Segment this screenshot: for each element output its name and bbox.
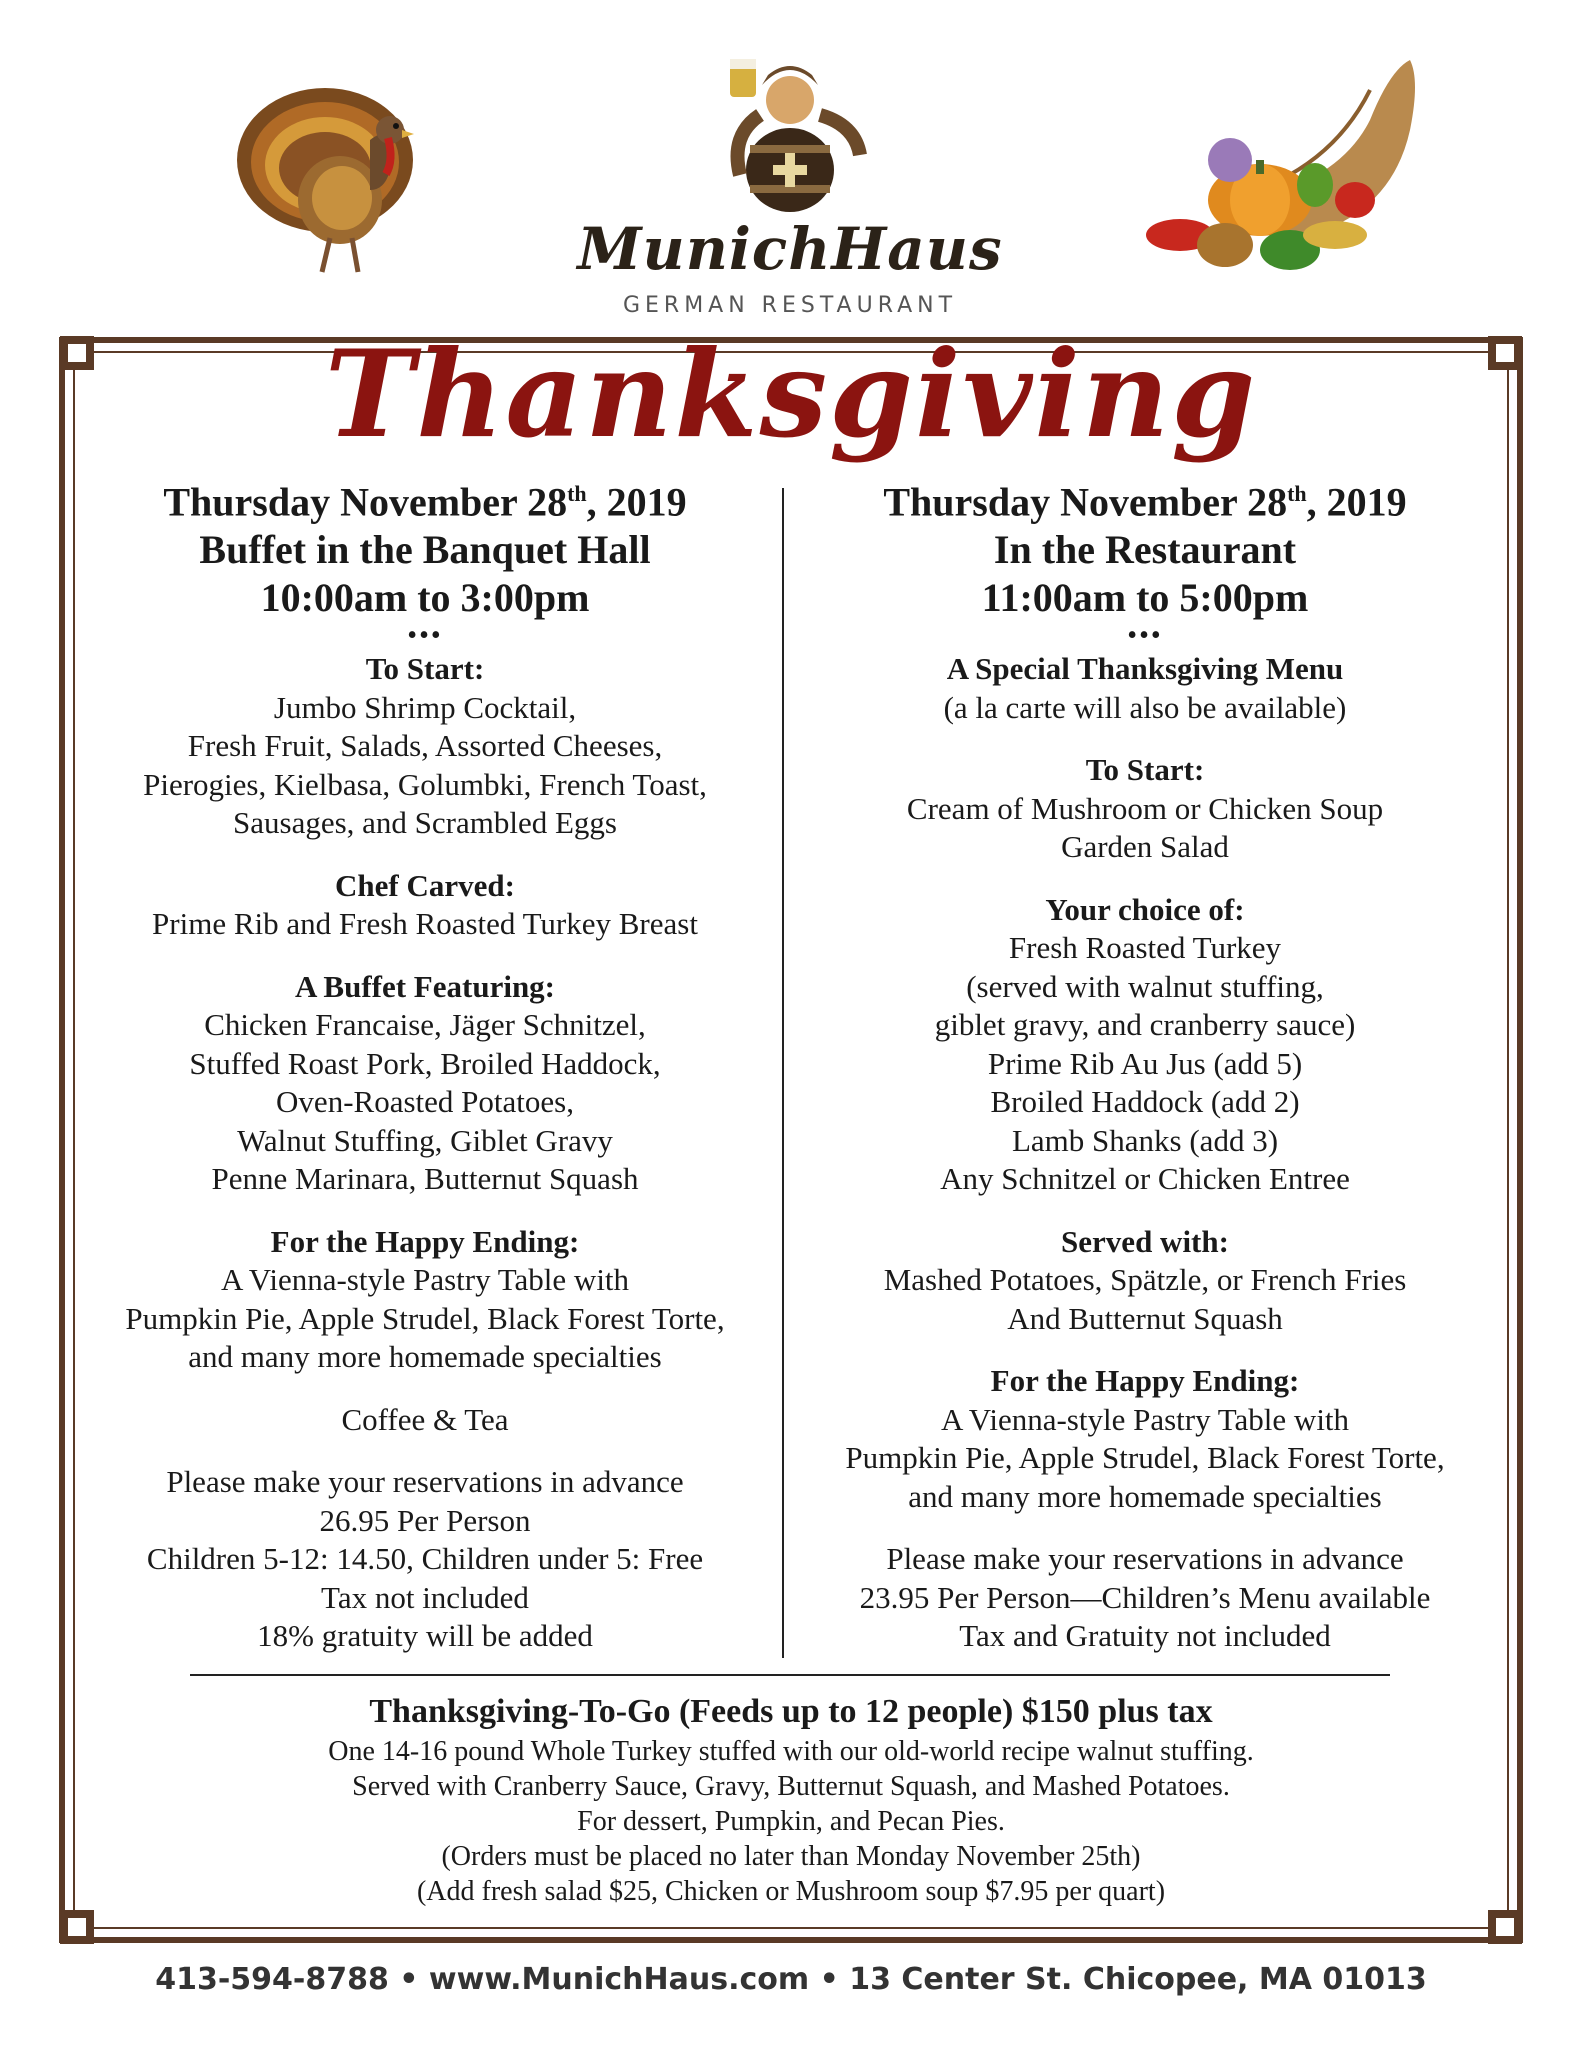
page-title: Thanksgiving: [324, 324, 1258, 465]
restaurant-menu-column: [785, 470, 1505, 1656]
right-hours: 11:00am to 5:00pm: [981, 575, 1309, 621]
to-go-line: Served with Cranberry Sauce, Gravy, Butternut Squash, and Mashed Potatoes.: [352, 1771, 1230, 1802]
menu-line: Prime Rib and Fresh Roasted Turkey Breast: [152, 906, 698, 942]
logo-subtitle: GERMAN RESTAURANT: [622, 293, 958, 318]
menu-line: Pumpkin Pie, Apple Strudel, Black Forest Torte,: [125, 1300, 725, 1336]
left-start-section: [65, 650, 785, 843]
left-drinks: [65, 1401, 785, 1440]
menu-line: (served with walnut stuffing,: [966, 968, 1324, 1004]
left-carved-section: [65, 867, 785, 944]
price-line: Tax not included: [321, 1579, 529, 1615]
right-date: Thursday November 28th, 2019: [883, 479, 1407, 525]
section-title: A Buffet Featuring:: [294, 968, 556, 1004]
column-divider: [782, 488, 784, 1658]
menu-line: Coffee & Tea: [341, 1401, 509, 1437]
left-date: Thursday November 28th, 2019: [163, 479, 687, 525]
banquet-buffet-column: [65, 470, 785, 1656]
right-location: In the Restaurant: [993, 527, 1297, 573]
menu-line: Penne Marinara, Butternut Squash: [211, 1161, 639, 1197]
menu-line: Chicken Francaise, Jäger Schnitzel,: [204, 1007, 646, 1043]
menu-line: Any Schnitzel or Chicken Entree: [940, 1161, 1350, 1197]
section-title: For the Happy Ending:: [270, 1223, 580, 1259]
to-go-title: Thanksgiving-To-Go (Feeds up to 12 people) $150 plus tax: [369, 1693, 1213, 1730]
menu-line: Lamb Shanks (add 3): [1011, 1122, 1279, 1158]
menu-line: (a la carte will also be available): [943, 689, 1347, 725]
menu-line: giblet gravy, and cranberry sauce): [934, 1007, 1356, 1043]
cornucopia-illustration: [1130, 50, 1430, 280]
section-title: To Start:: [365, 651, 485, 687]
left-divider-dots: •••: [407, 620, 443, 652]
price-line: Please make your reservations in advance: [886, 1541, 1404, 1577]
menu-line: Mashed Potatoes, Spätzle, or French Fries: [883, 1262, 1407, 1298]
left-pricing-section: [65, 1463, 785, 1656]
horizontal-rule: [190, 1674, 1390, 1676]
section-title: Chef Carved:: [335, 867, 515, 903]
menu-line: Sausages, and Scrambled Eggs: [233, 805, 617, 841]
menu-line: Cream of Mushroom or Chicken Soup: [906, 790, 1384, 826]
price-line: 23.95 Per Person—Children’s Menu available: [859, 1579, 1431, 1615]
menu-line: and many more homemade specialties: [188, 1339, 662, 1375]
menu-line: Pumpkin Pie, Apple Strudel, Black Forest Torte,: [845, 1440, 1445, 1476]
right-start-section: [785, 751, 1505, 867]
left-hours: 10:00am to 3:00pm: [260, 575, 590, 621]
menu-line: Oven-Roasted Potatoes,: [276, 1084, 574, 1120]
left-buffet-section: [65, 968, 785, 1199]
menu-line: Fresh Fruit, Salads, Assorted Cheeses,: [187, 728, 663, 764]
to-go-line: (Add fresh salad $25, Chicken or Mushroom soup $7.95 per quart): [416, 1876, 1166, 1907]
left-location: Buffet in the Banquet Hall: [199, 527, 651, 573]
menu-line: A Vienna-style Pastry Table with: [220, 1262, 630, 1298]
price-line: Tax and Gratuity not included: [959, 1618, 1331, 1654]
right-divider-dots: •••: [1127, 620, 1163, 652]
section-title: Served with:: [1061, 1223, 1229, 1259]
contact-footer: 413-594-8788 • www.MunichHaus.com • 13 Center St. Chicopee, MA 01013: [155, 1962, 1427, 1997]
to-go-line: (Orders must be placed no later than Monday November 25th): [441, 1841, 1141, 1872]
price-line: 18% gratuity will be added: [257, 1618, 593, 1654]
section-title: To Start:: [1085, 752, 1205, 788]
to-go-section: [100, 1690, 1482, 1909]
right-menu-intro: [785, 650, 1505, 727]
section-title: For the Happy Ending:: [990, 1363, 1300, 1399]
section-title: A Special Thanksgiving Menu: [946, 651, 1344, 687]
right-ending-section: [785, 1362, 1505, 1516]
menu-line: Pierogies, Kielbasa, Golumbki, French Toast,: [143, 766, 707, 802]
to-go-line: For dessert, Pumpkin, and Pecan Pies.: [577, 1806, 1005, 1837]
price-line: Children 5-12: 14.50, Children under 5: Free: [146, 1541, 704, 1577]
price-line: Please make your reservations in advance: [166, 1464, 684, 1500]
menu-line: Stuffed Roast Pork, Broiled Haddock,: [189, 1045, 661, 1081]
menu-line: Garden Salad: [1061, 829, 1229, 865]
turkey-illustration: [230, 80, 440, 280]
menu-line: Walnut Stuffing, Giblet Gravy: [237, 1122, 613, 1158]
menu-line: Jumbo Shrimp Cocktail,: [273, 689, 577, 725]
menu-line: A Vienna-style Pastry Table with: [940, 1401, 1350, 1437]
menu-line: And Butternut Squash: [1007, 1300, 1283, 1336]
menu-line: Broiled Haddock (add 2): [990, 1084, 1300, 1120]
logo-name: MunichHaus: [577, 215, 1003, 283]
restaurant-logo: [560, 45, 1020, 318]
menu-line: Prime Rib Au Jus (add 5): [987, 1045, 1303, 1081]
right-served-section: [785, 1223, 1505, 1339]
section-title: Your choice of:: [1045, 891, 1245, 927]
menu-line: and many more homemade specialties: [908, 1478, 1382, 1514]
price-line: 26.95 Per Person: [319, 1502, 531, 1538]
right-choice-section: [785, 891, 1505, 1199]
left-ending-section: [65, 1223, 785, 1377]
right-pricing-section: [785, 1540, 1505, 1656]
menu-line: Fresh Roasted Turkey: [1008, 930, 1282, 966]
munich-haus-monk-logo: [700, 45, 880, 215]
to-go-line: One 14-16 pound Whole Turkey stuffed with our old-world recipe walnut stuffing.: [328, 1736, 1254, 1767]
